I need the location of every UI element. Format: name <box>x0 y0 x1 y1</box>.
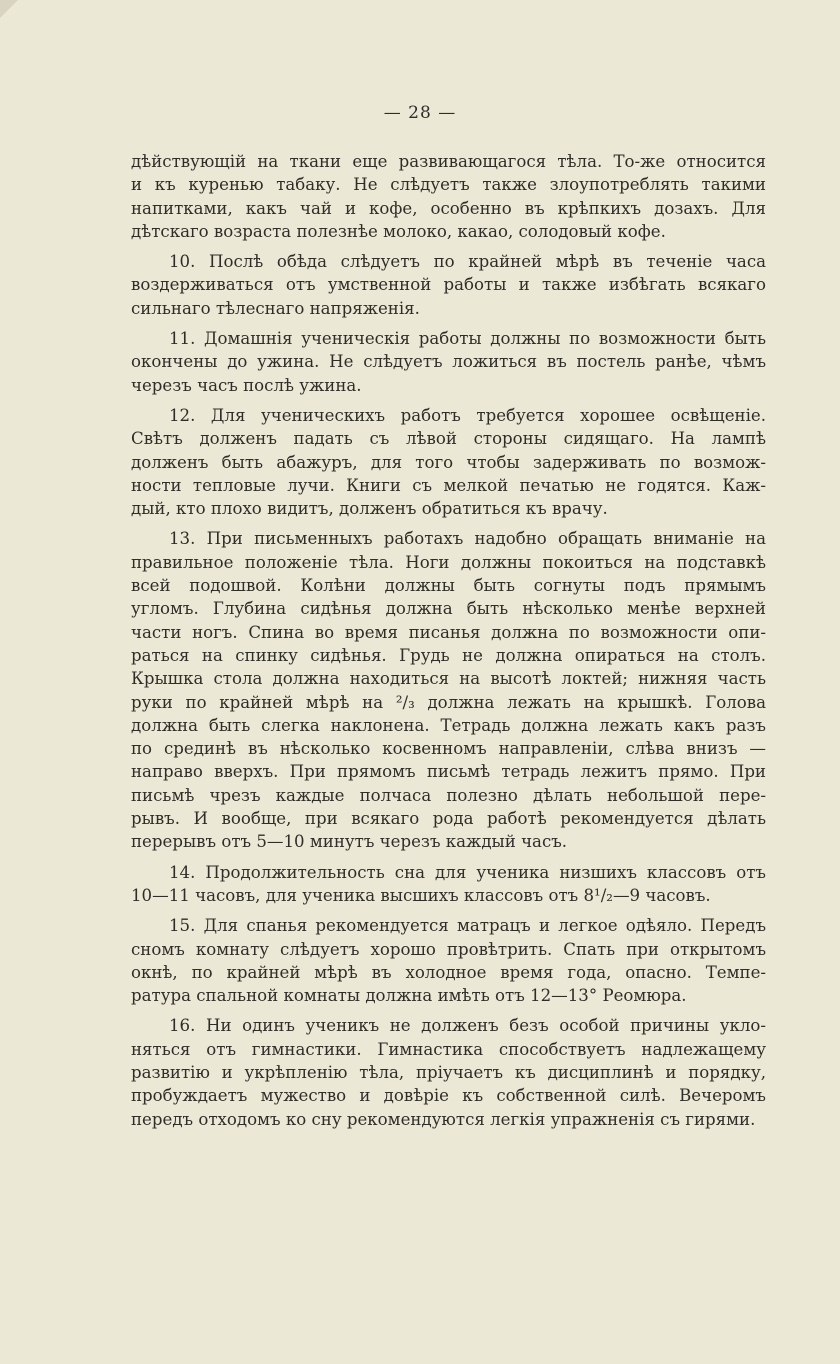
text-line: направо вверхъ. При прямомъ письмѣ тетрадь лежитъ прямо. При <box>131 762 766 782</box>
text-line: части ногъ. Спина во время писанья должна по возможности опи- <box>131 622 766 642</box>
page-number: — 28 — <box>383 103 457 123</box>
paragraph <box>131 404 766 520</box>
folded-corner <box>0 0 18 18</box>
text-line: 12. Для ученическихъ работъ требуется хорошее освѣщеніе. <box>169 405 766 425</box>
text-line: окончены до ужина. Не слѣдуетъ ложиться въ постель ранѣе, чѣмъ <box>131 352 766 372</box>
text-line: Свѣтъ долженъ падать съ лѣвой стороны сидящаго. На лампѣ <box>131 429 766 449</box>
text-line: напитками, какъ чай и кофе, особенно въ крѣпкихъ дозахъ. Для <box>131 198 766 218</box>
text-line: окнѣ, по крайней мѣрѣ въ холодное время года, опасно. Темпе- <box>131 962 766 982</box>
text-line: 16. Ни одинъ ученикъ не долженъ безъ особой причины укло- <box>169 1016 766 1036</box>
paragraph <box>131 1014 766 1130</box>
text-line: должна быть слегка наклонена. Тетрадь должна лежать какъ разъ <box>131 715 766 735</box>
text-line: 14. Продолжительность сна для ученика низшихъ классовъ отъ <box>169 862 766 882</box>
text-line: дѣйствующій на ткани еще развивающагося тѣла. То-же относится <box>131 152 766 171</box>
text-line: по срединѣ въ нѣсколько косвенномъ направленіи, слѣва внизъ — <box>131 739 766 759</box>
text-line: ратура спальной комнаты должна имѣть отъ 12—13° Реомюра. <box>131 986 687 1006</box>
text-line: пробуждаетъ мужество и довѣріе къ собственной силѣ. Вечеромъ <box>131 1086 766 1106</box>
text-line: раться на спинку сидѣнья. Грудь не должна опираться на столъ. <box>131 645 766 665</box>
text-line: сильнаго тѣлеснаго напряженія. <box>131 298 420 318</box>
text-line: правильное положеніе тѣла. Ноги должны покоиться на подставкѣ <box>131 552 766 572</box>
text-line: 10. Послѣ обѣда слѣдуетъ по крайней мѣрѣ въ теченіе часа <box>169 252 766 272</box>
text-line: и къ куренью табаку. Не слѣдуетъ также злоупотреблять такими <box>131 175 766 195</box>
text-line: Крышка стола должна находиться на высотѣ локтей; нижняя часть <box>131 669 766 689</box>
text-line: 13. При письменныхъ работахъ надобно обращать вниманіе на <box>169 529 766 549</box>
paragraph <box>131 150 766 243</box>
text-line: руки по крайней мѣрѣ на ²/₃ должна лежать на крышкѣ. Голова <box>131 692 766 712</box>
text-line: няться отъ гимнастики. Гимнастика способствуетъ надлежащему <box>131 1039 766 1059</box>
text-line: 15. Для спанья рекомендуется матрацъ и легкое одѣяло. Передъ <box>169 916 766 936</box>
paragraph <box>131 861 766 908</box>
text-line: всей подошвой. Колѣни должны быть согнуты подъ прямымъ <box>131 576 766 596</box>
text-line: дѣтскаго возраста полезнѣе молоко, какао, солодовый кофе. <box>131 221 666 241</box>
text-line: сномъ комнату слѣдуетъ хорошо провѣтрить. Спать при открытомъ <box>131 939 766 959</box>
text-line: рывъ. И вообще, при всякаго рода работѣ рекомендуется дѣлать <box>131 809 766 829</box>
text-line: 11. Домашнія ученическія работы должны по возможности быть <box>169 329 766 349</box>
text-line: передъ отходомъ ко сну рекомендуются легкія упражненія съ гирями. <box>131 1109 756 1129</box>
body-text <box>131 150 766 1138</box>
text-line: развитію и укрѣпленію тѣла, пріучаетъ къ дисциплинѣ и порядку, <box>131 1062 766 1082</box>
paragraph <box>131 327 766 397</box>
text-line: долженъ быть абажуръ, для того чтобы задерживать по возмож- <box>131 452 766 472</box>
paragraph <box>131 250 766 320</box>
text-line: перерывъ отъ 5—10 минутъ черезъ каждый часъ. <box>131 832 568 852</box>
text-line: 10—11 часовъ, для ученика высшихъ классовъ отъ 8¹/₂—9 часовъ. <box>131 885 711 905</box>
text-line: угломъ. Глубина сидѣнья должна быть нѣсколько менѣе верхней <box>131 599 766 619</box>
paragraph <box>131 527 766 853</box>
text-line: воздерживаться отъ умственной работы и также избѣгать всякаго <box>131 275 766 295</box>
text-line: дый, кто плохо видитъ, долженъ обратиться къ врачу. <box>131 499 608 519</box>
text-line: черезъ часъ послѣ ужина. <box>131 375 362 395</box>
text-line: письмѣ чрезъ каждые полчаса полезно дѣлать небольшой пере- <box>131 785 766 805</box>
text-line: ности тепловые лучи. Книги съ мелкой печатью не годятся. Каж- <box>131 475 766 495</box>
paragraph <box>131 914 766 1007</box>
